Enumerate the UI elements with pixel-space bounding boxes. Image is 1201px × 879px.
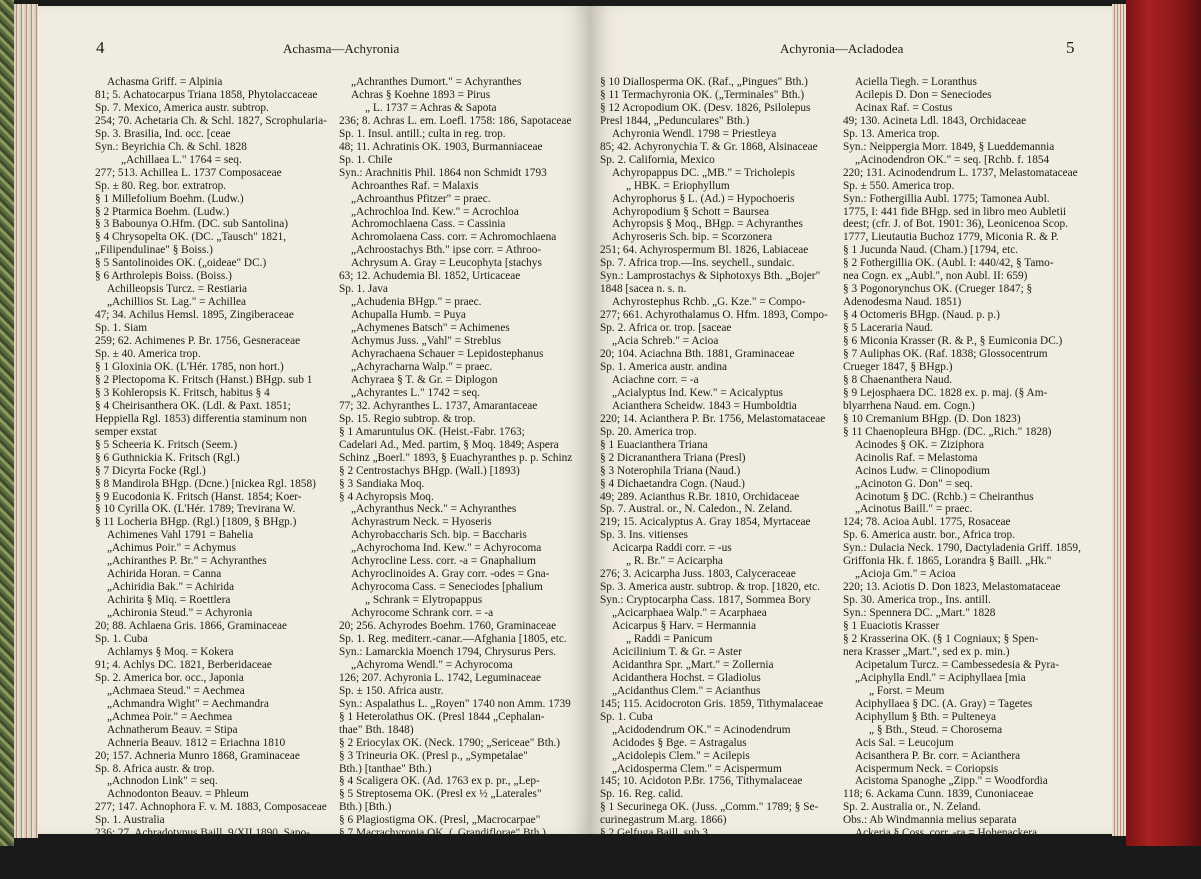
entry-line: 20; 88. Achlaena Gris. 1866, Graminaceae	[95, 620, 287, 633]
entry-line: Acilepis D. Don = Seneciodes	[855, 88, 992, 101]
entry-line: Syn.: Fothergillia Aubl. 1775; Tamonea Aubl.	[843, 192, 1050, 205]
entry-line: 1777, Lieutautia Buchoz 1779, Miconia R. & P.	[843, 231, 1059, 244]
entry-line: „Achmea Poir." = Aechmea	[107, 710, 233, 723]
entry-line: § 11 Termachyronia OK. („Terminales" Bth.)	[600, 88, 805, 101]
entry-line: Achyroclinoides A. Gray corr. -odes = Gna-	[351, 568, 550, 581]
entry-line: Sp. 2. California, Mexico	[600, 153, 715, 166]
entry-line: § 6 Guthnickia K. Fritsch (Rgl.)	[95, 451, 240, 464]
entry-line: § 5 Laceraria Naud.	[843, 322, 933, 335]
entry-line: Achyrostephus Rchb. „G. Kze." = Compo-	[612, 296, 806, 309]
entry-line: Achirita § Miq. = Roettlera	[107, 594, 231, 607]
entry-line: Griffonia Hk. f. 1865, Lorandra § Baill. „Hk."	[843, 555, 1052, 568]
entry-line: Acistoma Spanoghe „Zipp." = Woodfordia	[855, 775, 1048, 788]
entry-line: 118; 6. Ackama Cunn. 1839, Cunoniaceae	[843, 788, 1034, 801]
red-book-cover	[1126, 0, 1201, 846]
entry-line: § 1 Millefolium Boehm. (Ludw.)	[95, 192, 244, 205]
entry-line: § 3 Sandiaka Moq.	[339, 477, 425, 490]
entry-line: Achyrocoma Cass. = Seneciodes [phalium	[351, 581, 543, 594]
entry-line: „ R. Br." = Acicarpha	[626, 555, 723, 568]
entry-line: Obs.: Ab Windmannia melius separata	[843, 814, 1017, 827]
entry-line: § 4 Chrysopelta OK. (DC. „Tausch" 1821,	[95, 231, 287, 244]
entry-line: § 4 Gymnogyna Pax	[600, 853, 693, 866]
entry-line: Acis Sal. = Leucojum	[855, 736, 954, 749]
entry-line: „Achyrantes L." 1742 = seq.	[351, 386, 480, 399]
entry-line: § 2 Fothergillia OK. (Aubl. I: 440/42, § Tamo-	[843, 257, 1054, 270]
entry-line: Sp. 1. Australia	[95, 814, 165, 827]
entry-line: 81; 5. Achatocarpus Triana 1858, Phytolaccaceae	[95, 88, 318, 101]
entry-line: „Acinodendron OK." = seq. [Rchb. f. 1854	[855, 153, 1050, 166]
entry-line: Aciphyllaea § DC. (A. Gray) = Tagetes	[855, 697, 1033, 710]
entry-line: § 8 Pachyraphea OK. (Presl, „Pachycarpae"	[339, 840, 538, 853]
entry-line: Syn.: Beyrichia Ch. & Schl. 1828	[95, 140, 247, 153]
entry-line: § 9 Sarcophyllum OK. (Thbg. 1799, Cyphocalyx	[339, 866, 561, 879]
entry-line: „Achyrochoma Ind. Kew." = Achyrocoma	[351, 542, 542, 555]
entry-line: Syn.: Spennera DC. „Mart." 1828	[843, 607, 996, 620]
entry-line: § 7 Dicyrta Focke (Rgl.)	[95, 464, 206, 477]
entry-line: § 5 Santolinoides OK. („oideae" DC.)	[95, 257, 267, 270]
entry-line: Sp. 7. Mexico, America austr. subtrop.	[95, 101, 269, 114]
entry-line: Cadelari Ad., Med. partim, § Moq. 1849; Aspera	[339, 438, 559, 451]
entry-line: Sp. 1. Chile	[339, 153, 393, 166]
entry-line: Sp. 2. Africa or. trop. [saceae	[600, 322, 732, 335]
entry-line: § 1 Euacianthera Triana	[600, 438, 708, 451]
entry-line: § 2 Centrostachys BHgp. (Wall.) [1893)	[339, 464, 520, 477]
entry-line: Acladodea R. & P. = Talisia	[855, 866, 981, 879]
entry-line: § 6 Miconia Krasser (R. & P., § Eumiconia DC.)	[843, 335, 1063, 348]
left-column-2	[339, 76, 577, 879]
entry-line: § 1 Amaruntulus OK. (Heist.-Fabr. 1763;	[339, 425, 525, 438]
entry-line: „Achrochloa Ind. Kew." = Acrochloa	[351, 205, 519, 218]
entry-line: „Acia Schreb." = Acioa	[612, 335, 719, 348]
entry-line: „ HBK. = Eriophyllum	[626, 179, 730, 192]
entry-line: Acispermum Neck. = Coriopsis	[855, 762, 999, 775]
entry-line: 259; 62. Achimenes P. Br. 1756, Gesneraceae	[95, 335, 301, 348]
entry-line: § 3 Kohleropsis K. Fritsch, habitus § 4	[95, 386, 270, 399]
entry-line: „Acidodendrum OK." = Acinodendrum	[612, 723, 791, 736]
entry-line: Achromolaena Cass. corr. = Achromochlaena	[351, 231, 557, 244]
entry-line: Achyrobaccharis Sch. bip. = Baccharis	[351, 529, 527, 542]
right-page	[590, 6, 1112, 879]
entry-line: Acidodes § Bge. = Astragalus	[612, 736, 747, 749]
entry-line: § 5 Scheeria K. Fritsch (Seem.)	[95, 438, 238, 451]
right-running-head: Achyronia—Acladodea	[780, 41, 904, 56]
entry-line: „Achymenes Batsch" = Achimenes	[351, 322, 510, 335]
entry-line: Sp. 1. Java	[339, 283, 388, 296]
entry-line: „Achyracharna Walp." = praec.	[351, 360, 493, 373]
entry-line: Achyrastrum Neck. = Hyoseris	[351, 516, 492, 529]
entry-line: § 4 Achyropsis Moq.	[339, 490, 434, 503]
entry-line: Sp. 15. Regio subtrop. & trop.	[339, 412, 476, 425]
entry-line: 20; 104. Aciachna Bth. 1881, Graminaceae	[600, 348, 795, 361]
entry-line: 145; 10. Acidoton P.Br. 1756, Tithymalaceae	[600, 775, 803, 788]
entry-line: nera Krasser „Mart.", sed ex p. min.)	[843, 645, 1010, 658]
entry-line: „Achrantes Pfeiff." = seq.	[107, 866, 224, 879]
entry-line: „Achroostachys Bth." ipse corr. = Athroo-	[351, 244, 542, 257]
entry-line: Syn.: Lamprostachys & Siphotoxys Bth. „Bojer"	[600, 270, 821, 283]
entry-line: § 9 Lejosphaera DC. 1828 ex. p. maj. (§ Am-	[843, 386, 1048, 399]
book-spine-left	[0, 0, 14, 846]
entry-line: Achyroseris Sch. bip. = Scorzonera	[612, 231, 773, 244]
entry-line: Achnatherum Beauv. = Stipa	[107, 723, 238, 736]
entry-line: „Achmandra Wight" = Aechmandra	[107, 697, 269, 710]
entry-line: Achyrachaena Schauer = Lepidostephanus	[351, 348, 544, 361]
entry-line: Sp. 13. America trop.	[843, 127, 940, 140]
entry-line: § 3 Flueggea M.arg. sub 1 (W. 1806)	[600, 840, 767, 853]
entry-line: Sp. 2. Australia or., N. Zeland.	[843, 801, 981, 814]
entry-line: „Achyroma Wendl." = Achyrocoma	[351, 658, 513, 671]
entry-line: § 7 Auliphas OK. (Raf. 1838; Glossocentrum	[843, 348, 1048, 361]
entry-line: Presl 1844, „Pedunculares" Bth.)	[600, 114, 750, 127]
entry-line: Achilleopsis Turcz. = Restiaria	[107, 283, 248, 296]
entry-line: Acinotum § DC. (Rchb.) = Cheiranthus	[855, 490, 1034, 503]
entry-line: 220; 131. Acinodendrum L. 1737, Melastomataceae	[843, 166, 1078, 179]
entry-line: Syn.: Dulacia Neck. 1790, Dactyladenia Griff. 1859,	[843, 542, 1081, 555]
entry-line: Acicarpus § Harv. = Hermannia	[612, 620, 756, 633]
entry-line: 20; 256. Achyrodes Boehm. 1760, Graminaceae	[339, 620, 557, 633]
entry-line: Aciella Tiegh. = Loranthus	[855, 76, 977, 88]
entry-line: „Achillios St. Lag." = Achillea	[107, 296, 246, 309]
entry-line: Adenodesma Naud. 1851)	[843, 296, 962, 309]
entry-line: „ Raddi = Panicum	[626, 632, 713, 645]
entry-line: Achlamys § Moq. = Kokera	[107, 645, 234, 658]
entry-line: „ L. 1737 = Achras & Sapota	[365, 101, 497, 114]
entry-line: Achyrocline Less. corr. -a = Gnaphalium	[351, 555, 536, 568]
entry-line: „Acialyptus Ind. Kew." = Acicalyptus	[612, 386, 783, 399]
entry-line: § 2 Dicrananthera Triana (Presl)	[600, 451, 746, 464]
entry-line: Sp. 1. Reg. mediterr.-canar.—Afghania [1805, etc.	[339, 632, 567, 645]
entry-line: Sp. 4. Nova Caledonia [taceae	[95, 840, 232, 853]
entry-line: 126; 207. Achyronia L. 1742, Leguminaceae	[339, 671, 542, 684]
entry-line: Ackeria § Coss. corr. -ra = Hohenackera	[855, 827, 1038, 840]
entry-line: Achnodonton Beauv. = Phleum	[107, 788, 249, 801]
entry-line: „Achimus Poir." = Achymus	[107, 542, 236, 555]
entry-line: „Achiridia Bak." = Achirida	[107, 581, 235, 594]
entry-line: § 2 Ptarmica Boehm. (Ludw.)	[95, 205, 230, 218]
entry-line: 1775, I: 441 fide BHgp. sed in libro meo Aubletii	[843, 205, 1067, 218]
entry-line: Acinolis Raf. = Melastoma	[855, 451, 978, 464]
entry-line: 20; 157. Achneria Munro 1868, Graminaceae	[95, 749, 300, 762]
entry-line: Achyropappus DC. „MB." = Tricholepis	[612, 166, 795, 179]
entry-line: „Acidosperma Clem." = Acispermum	[612, 762, 782, 775]
entry-line: Acinax Raf. = Costus	[855, 101, 953, 114]
right-column-1	[600, 76, 840, 879]
entry-line: 145; 115. Acidocroton Gris. 1859, Tithymalaceae	[600, 697, 823, 710]
entry-line: § 2 Gelfuga Baill. sub 3	[600, 827, 708, 840]
entry-line: nea Cogn. ex „Aubl.", non Aubl. II: 659)	[843, 270, 1028, 283]
left-page-number: 4	[96, 38, 105, 57]
entry-line: Sp. 3. Ins. vitienses	[600, 529, 688, 542]
entry-line: 277; 661. Achyrothalamus O. Hfm. 1893, Compo-	[600, 309, 828, 322]
entry-line: 236; 27. Achradotypus Baill. 9/XII 1890, Sapo-	[95, 827, 310, 840]
entry-line: „Achranthes Dumort." = Achyranthes	[351, 76, 522, 88]
entry-line: Sp. 20. America trop.	[600, 425, 697, 438]
entry-line: „Achiranthes P. Br." = Achyranthes	[107, 555, 267, 568]
entry-line: deest; (cfr. J. of Bot. 1901: 36), Leonicenoa Scop.	[843, 218, 1068, 231]
entry-line: Schinz „Boerl." 1893, § Euachyranthes p. p. Schinz	[339, 451, 573, 464]
entry-line: § 3 Noterophila Triana (Naud.)	[600, 464, 741, 477]
entry-line: semper exstat	[95, 425, 157, 438]
entry-line: § 6 Arthrolepis Boiss. (Boiss.)	[95, 270, 232, 283]
entry-line: „Achroanthus Pfitzer" = praec.	[351, 192, 491, 205]
entry-line: 219; 15. Acicalyptus A. Gray 1854, Myrtaceae	[600, 516, 811, 529]
entry-line: Bth.) [tanthae" Bth.)	[339, 762, 432, 775]
entry-line: 85; 42. Achyronychia T. & Gr. 1868, Alsinaceae	[600, 140, 818, 153]
entry-line: Sp. 1. Cuba	[95, 632, 148, 645]
entry-line: § 4 Octomeris BHgp. (Naud. p. p.)	[843, 309, 1000, 322]
entry-line: „Aciphylla Endl." = Aciphyllaea [mia	[855, 671, 1026, 684]
left-page	[38, 6, 590, 879]
entry-line: § 11 Chaenopleura BHgp. (DC. „Rich." 1828)	[843, 425, 1052, 438]
entry-line: Achupalla Humb. = Puya	[351, 309, 466, 322]
entry-line: § 3 Trineuria OK. (Presl p., „Sympetalae"	[339, 749, 528, 762]
entry-line: § 4 Cheirisanthera OK. (Ldl. & Paxt. 1851;	[95, 399, 291, 412]
entry-line: Syn.: Neippergia Morr. 1849, § Lueddemannia	[843, 140, 1055, 153]
entry-line: Sp. ± 550. America trop.	[843, 179, 955, 192]
entry-line: Ackermannia § K. Schum. = Cactus	[855, 840, 1018, 853]
entry-line: Aciachne corr. = -a	[612, 373, 699, 386]
entry-line: Achneria Beauv. 1812 = Eriachna 1810	[107, 736, 286, 749]
entry-line: Bth.) [Presl, „Carnosae" Bth.)	[339, 853, 475, 866]
entry-line: Acicilinium T. & Gr. = Aster	[612, 645, 742, 658]
entry-line: Heppiella Rgl. 1853) differentia staminum non	[95, 412, 307, 425]
entry-line: 254; 70. Achetaria Ch. & Schl. 1827, Scrophularia-	[95, 114, 327, 127]
entry-line: § 11 Locheria BHgp. (Rgl.) [1809, § BHgp.)	[95, 516, 297, 529]
entry-line: Achroanthes Raf. = Malaxis	[351, 179, 479, 192]
entry-line: „Acinotus Baill." = praec.	[855, 503, 973, 516]
entry-line: § 1 Gloxinia OK. (L'Hér. 1785, non hort.)	[95, 360, 284, 373]
entry-line: „Achnodon Link" = seq.	[107, 775, 218, 788]
page-edges-right	[1112, 4, 1126, 836]
entry-line: Achyrophorus § L. (Ad.) = Hypochoeris	[612, 192, 795, 205]
entry-line: curinegastrum M.arg. 1866)	[600, 814, 727, 827]
entry-line: § 8 Mandirola BHgp. (Dcne.) [nickea Rgl. 1858)	[95, 477, 316, 490]
entry-line: „Achudenia BHgp." = praec.	[351, 296, 482, 309]
entry-line: 220; 13. Aciotis D. Don 1823, Melastomataceae	[843, 581, 1061, 594]
entry-line: Sp. 8. Africa austr. & trop.	[95, 762, 215, 775]
entry-line: Acinodes § OK. = Ziziphora	[855, 438, 985, 451]
entry-line: Achirida Horan. = Canna	[107, 568, 222, 581]
right-column-2	[843, 76, 1083, 879]
entry-line: § 4 Scaligera OK. (Ad. 1763 ex p. pr., „Lep-	[339, 775, 540, 788]
entry-line: 251; 64. Achyrospermum Bl. 1826, Labiaceae	[600, 244, 809, 257]
entry-line: § 3 Babounya O.Hfm. (DC. sub Santolina)	[95, 218, 288, 231]
entry-line: § 9 Eucodonia K. Fritsch (Hanst. 1854; Koer-	[95, 490, 302, 503]
entry-line: Acidoton Sw. 1788 = Durandeeldea	[612, 866, 774, 879]
entry-line: § 1 Euaciotis Krasser	[843, 620, 940, 633]
entry-line: 63; 12. Achudemia Bl. 1852, Urticaceae	[339, 270, 521, 283]
entry-line: Sp. 3. America austr. subtrop. & trop. [1820, etc.	[600, 581, 820, 594]
entry-line: Sp. 6. America austr. bor., Africa trop.	[843, 529, 1015, 542]
entry-line: Syn.: Arachnitis Phil. 1864 non Schmidt 1793	[339, 166, 547, 179]
entry-line: § 7 Macrachyronia OK. („Grandiflorae" Bth.)	[339, 827, 546, 840]
entry-line: Acidanthra Spr. „Mart." = Zollernia	[612, 658, 774, 671]
entry-line: 1848 [sacea n. s. n.	[600, 283, 687, 296]
entry-line: Sp. 1. America austr. andina	[600, 360, 728, 373]
entry-line: § 1 Securinega OK. (Juss. „Comm." 1789; § Se-	[600, 801, 819, 814]
entry-line: Achras § Koehne 1893 = Pirus	[351, 88, 491, 101]
entry-line: „Achillaea L." 1764 = seq.	[121, 153, 242, 166]
entry-line: Sp. 1. Cuba	[600, 710, 653, 723]
entry-line: „Acicarphaea Walp." = Acarphaea	[612, 607, 767, 620]
entry-line: Acipetalum Turcz. = Cambessedesia & Pyra-	[855, 658, 1060, 671]
entry-line: Achyrocome Schrank corr. = -a	[351, 607, 494, 620]
entry-line: 49; 289. Acianthus R.Br. 1810, Orchidaceae	[600, 490, 800, 503]
entry-line: „Acidolepis Clem." = Acilepis	[612, 749, 750, 762]
entry-line: Syn.: Cryptocarpha Cass. 1817, Sommea Bory	[600, 594, 811, 607]
entry-line: 124; 78. Acioa Aubl. 1775, Rosaceae	[843, 516, 1011, 529]
entry-line: § 3 Pogonorynchus OK. (Crueger 1847; §	[843, 283, 1033, 296]
entry-line: § 8 Chaenanthera Naud.	[843, 373, 953, 386]
page-edges-left	[14, 4, 38, 838]
entry-line: blyarrhena Naud. em. Cogn.)	[843, 399, 975, 412]
entry-line: 77; 32. Achyranthes L. 1737, Amarantaceae	[339, 399, 538, 412]
entry-line: 220; 14. Acianthera P. Br. 1756, Melastomataceae	[600, 412, 826, 425]
entry-line: „ § Bth., Steud. = Chorosema	[869, 723, 1003, 736]
entry-line: „ Schrank = Elytropappus	[365, 594, 483, 607]
entry-line: Achyropsis § Moq., BHgp. = Achyranthes	[612, 218, 803, 231]
entry-line: Sp. ± 80. Reg. bor. extratrop.	[95, 179, 227, 192]
entry-line: Sp. 30. America trop., Ins. antill.	[843, 594, 991, 607]
entry-line: „Acidanthus Clem." = Acianthus	[612, 684, 761, 697]
entry-line: Sp. 1. Insul. antill.; culta in reg. trop.	[339, 127, 506, 140]
entry-line: Aciphyllum § Bth. = Pulteneya	[855, 710, 996, 723]
entry-line: Achyropodium § Schott = Baursea	[612, 205, 769, 218]
entry-line: „Acinoton G. Don" = seq.	[855, 477, 973, 490]
entry-line: § 10 Cyrilla OK. (L'Hér. 1789; Trevirana W.	[95, 503, 296, 516]
entry-line: Acklandia Pfitzer = Phaedrosanthus	[855, 853, 1018, 866]
entry-line: 276; 3. Acicarpha Juss. 1803, Calyceraceae	[600, 568, 796, 581]
entry-line: 236; 8. Achras L. em. Loefl. 1758: 186, Sapotaceae	[339, 114, 572, 127]
entry-line: 277; 147. Achnophora F. v. M. 1883, Composaceae	[95, 801, 327, 814]
entry-line: Syn.: Lamarckia Moench 1794, Chrysurus Pers.	[339, 645, 557, 658]
left-running-head: Achasma—Achyronia	[283, 41, 400, 56]
entry-line: Sp. 2. America bor. occ., Japonia	[95, 671, 244, 684]
entry-line: Acinos Ludw. = Clinopodium	[855, 464, 990, 477]
entry-line: Achimenes Vahl 1791 = Bahelia	[107, 529, 254, 542]
entry-line: § 2 Eriocylax OK. (Neck. 1790; „Sericeae" Bth.)	[339, 736, 561, 749]
entry-line: § 1 Jucunda Naud. (Cham.) [1794, etc.	[843, 244, 1019, 257]
entry-line: Sp. 7. Austral. or., N. Caledon., N. Zeland.	[600, 503, 793, 516]
entry-line: Sp. ± 40. America trop.	[95, 348, 201, 361]
entry-line: § 4 Dichaetandra Cogn. (Naud.)	[600, 477, 745, 490]
entry-line: 47; 34. Achilus Hemsl. 1895, Zingiberaceae	[95, 309, 294, 322]
entry-line: Achasma Griff. = Alpinia	[107, 76, 223, 88]
entry-line: Acisanthera P. Br. corr. = Acianthera	[855, 749, 1021, 762]
left-column-1	[95, 76, 335, 879]
entry-line: Achromochlaena Cass. = Cassinia	[351, 218, 506, 231]
entry-line: Achyraea § T. & Gr. = Diplogon	[351, 373, 498, 386]
entry-line: Sp. 3. Brasilia, Ind. occ. [ceae	[95, 127, 231, 140]
entry-line: 48; 11. Achratinis OK. 1903, Burmanniaceae	[339, 140, 543, 153]
right-page-number: 5	[1066, 38, 1075, 57]
entry-line: Acidanthera Hochst. = Gladiolus	[612, 671, 761, 684]
entry-line: Sp. ± 150. Africa austr.	[339, 684, 444, 697]
entry-line: § 5 Streptosema OK. (Presl ex ½ „Laterales"	[339, 788, 542, 801]
entry-line: Syn.: Aspalathus L. „Royen" 1740 non Amm. 1739	[339, 697, 571, 710]
entry-line: § 10 Diallosperma OK. (Raf., „Pingues" Bth.)	[600, 76, 808, 88]
entry-line: 49; 130. Acineta Ldl. 1843, Orchidaceae	[843, 114, 1027, 127]
entry-line: § 12 Acropodium OK. (Desv. 1826, Psilolepus	[600, 101, 811, 114]
entry-line: § 1 Heterolathus OK. (Presl 1844 „Cephalan-	[339, 710, 545, 723]
entry-line: § 2 Krasserina OK. (§ 1 Cogniaux; § Spen-	[843, 632, 1039, 645]
entry-line: „Achironia Steud." = Achyronia	[107, 607, 253, 620]
entry-line: 91; 4. Achlys DC. 1821, Berberidaceae	[95, 658, 272, 671]
entry-line: „ Forst. = Meum	[869, 684, 945, 697]
entry-line: Sp. 1. Siam	[95, 322, 148, 335]
entry-line: 277; 513. Achillea L. 1737 Composaceae	[95, 166, 282, 179]
entry-line: Achymus Juss. „Vahl" = Streblus	[351, 335, 501, 348]
entry-line: thae" Bth. 1848)	[339, 723, 414, 736]
entry-line: „Acioja Gm." = Acioa	[855, 568, 956, 581]
entry-line: § 6 Plagiostigma OK. (Presl, „Macrocarpae"	[339, 814, 541, 827]
entry-line: Sp. 16. Reg. calid.	[600, 788, 684, 801]
entry-line: Acianthera Scheidw. 1843 = Humboldtia	[612, 399, 797, 412]
entry-line: Bth.) [Bth.)	[339, 801, 392, 814]
entry-line: Achyronia Wendl. 1798 = Priestleya	[612, 127, 777, 140]
entry-line: Sp. 7. Africa trop.—Ins. seychell., sundaic.	[600, 257, 795, 270]
entry-line: Crueger 1847, § BHgp.)	[843, 360, 953, 373]
entry-line: Acicarpa Raddi corr. = -us	[612, 542, 732, 555]
entry-line: Achrysum A. Gray = Leucophyta [stachys	[351, 257, 542, 270]
entry-line: § 2 Plectopoma K. Fritsch (Hanst.) BHgp. sub 1	[95, 373, 313, 386]
entry-line: „Achmaea Steud." = Aechmea	[107, 684, 245, 697]
entry-line: „Achyranthus Neck." = Achyranthes	[351, 503, 517, 516]
entry-line: Syn.: Jollya Pierre n. n. 1891 („30/XII 1890")	[95, 853, 302, 866]
entry-line: § 10 Cremanium BHgp. (D. Don 1823)	[843, 412, 1021, 425]
entry-line: „Filipendulinae" § Boiss.)	[95, 244, 213, 257]
